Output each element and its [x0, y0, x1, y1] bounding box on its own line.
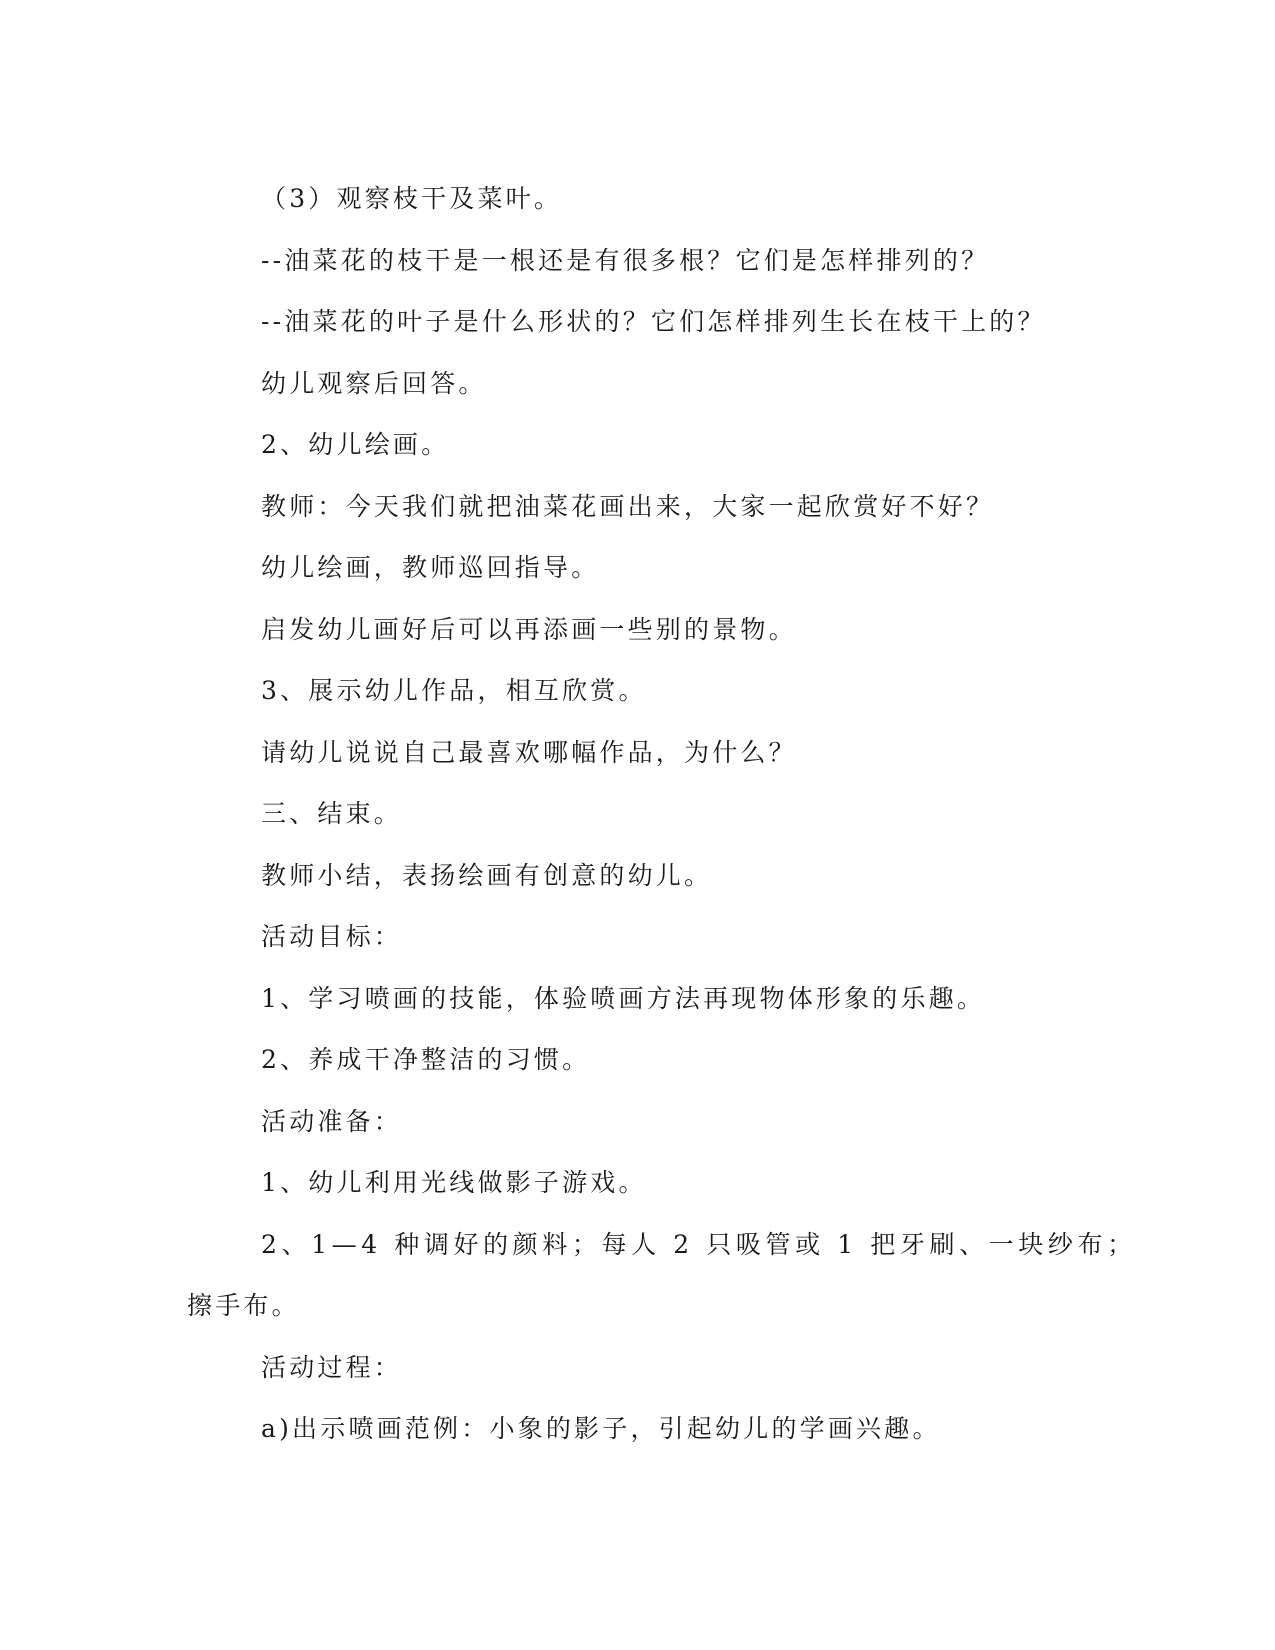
paragraph: 幼儿绘画，教师巡回指导。	[261, 553, 600, 582]
section-heading: 活动过程：	[261, 1352, 403, 1382]
document-body	[187, 168, 1137, 1460]
paragraph: 教师小结，表扬绘画有创意的幼儿。	[261, 860, 713, 890]
list-item: 1、学习喷画的技能，体验喷画方法再现物体形象的乐趣。	[261, 983, 986, 1013]
paragraph: 启发幼儿画好后可以再添画一些别的景物。	[261, 614, 797, 644]
paragraph: （3）观察枝干及菜叶。	[261, 184, 563, 213]
list-item: a)出示喷画范例：小象的影子，引起幼儿的学画兴趣。	[261, 1414, 941, 1443]
list-item: 2、1—4 种调好的颜料；每人 2 只吸管或 1 把牙刷、一块纱布；	[261, 1229, 1137, 1259]
section-heading: 3、展示幼儿作品，相互欣赏。	[261, 676, 647, 705]
paragraph: 教师：今天我们就把油菜花画出来，大家一起欣赏好不好？	[261, 491, 995, 521]
section-heading: 三、结束。	[261, 799, 403, 828]
list-item-continuation: 擦手布。	[187, 1291, 300, 1320]
paragraph: 请幼儿说说自己最喜欢哪幅作品，为什么？	[261, 737, 797, 767]
paragraph: --油菜花的枝干是一根还是有很多根？它们是怎样排列的？	[261, 245, 990, 275]
paragraph: --油菜花的叶子是什么形状的？它们怎样排列生长在枝干上的？	[261, 307, 1046, 336]
list-item: 2、养成干净整洁的习惯。	[261, 1045, 591, 1074]
list-item: 1、幼儿利用光线做影子游戏。	[261, 1168, 647, 1197]
section-heading: 活动准备：	[261, 1106, 403, 1136]
section-heading: 活动目标：	[261, 922, 403, 951]
paragraph: 幼儿观察后回答。	[261, 368, 487, 398]
section-heading: 2、幼儿绘画。	[261, 430, 450, 459]
